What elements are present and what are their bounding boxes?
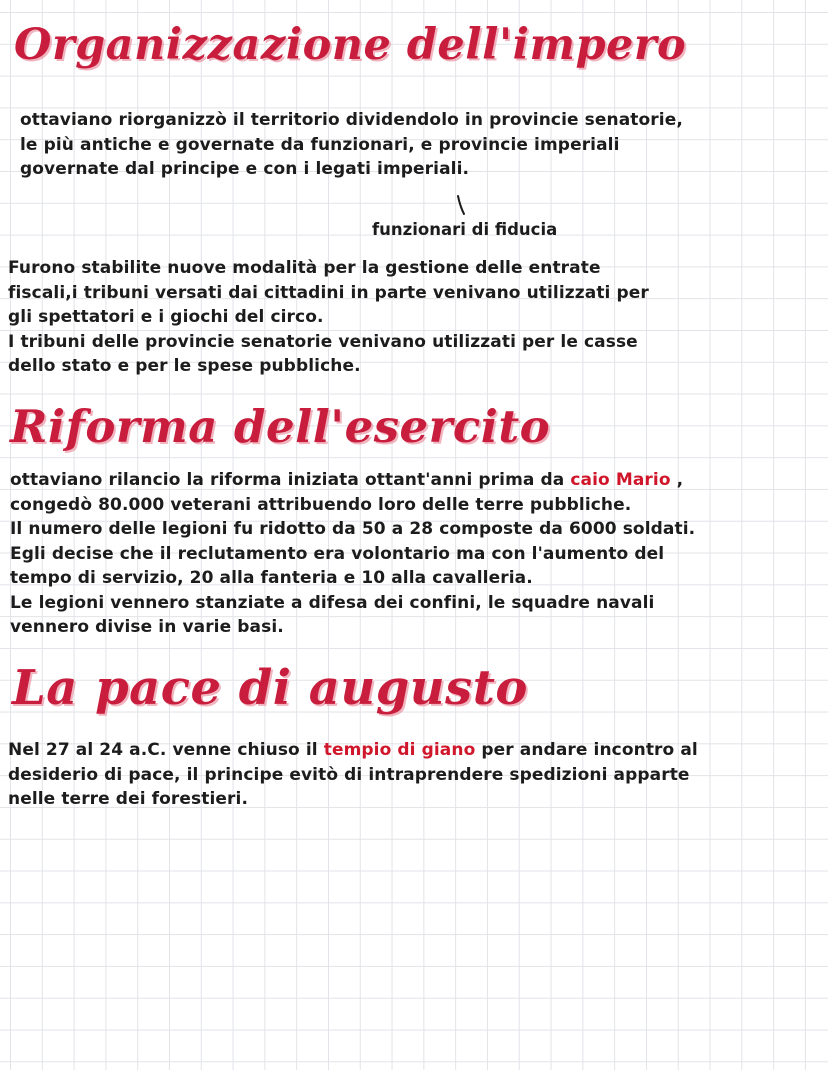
text-line: ottaviano riorganizzò il territorio dividendolo in provincie senatorie, xyxy=(20,110,683,130)
annotation-funzionari: funzionari di fiducia xyxy=(372,220,558,239)
text-line: gli spettatori e i giochi del circo. xyxy=(8,307,324,327)
highlight-caio-mario: caio Mario xyxy=(570,470,671,490)
text-segment: , xyxy=(670,470,684,490)
text-line: Furono stabilite nuove modalità per la gestione delle entrate xyxy=(8,258,601,278)
text-line: dello stato e per le spese pubbliche. xyxy=(8,356,361,376)
text-line: Il numero delle legioni fu ridotto da 50 a 28 composte da 6000 soldati. xyxy=(10,519,696,539)
paragraph-pace-augusto xyxy=(8,738,698,812)
text-line: Egli decise che il reclutamento era volontario ma con l'aumento del xyxy=(10,543,665,564)
text-segment: per andare incontro al xyxy=(475,740,698,760)
text-line: tempo di servizio, 20 alla fanteria e 10 alla cavalleria. xyxy=(10,568,533,588)
text-line xyxy=(10,468,695,493)
text-line: vennero divise in varie basi. xyxy=(10,617,284,637)
section-title-pace-augusto: La pace di augusto xyxy=(12,660,528,716)
text-line: fiscali,i tribuni versati dai cittadini in parte venivano utilizzati per xyxy=(8,282,649,303)
text-segment: ottaviano rilancio la riforma iniziata ottant'anni prima da xyxy=(10,470,571,490)
text-line: governate dal principe e con i legati imperiali. xyxy=(20,159,470,179)
paragraph-province xyxy=(20,108,683,182)
paragraph-entrate-fiscali xyxy=(8,256,649,379)
text-line: congedò 80.000 veterani attribuendo loro delle terre pubbliche. xyxy=(10,494,632,515)
text-line xyxy=(8,738,698,763)
text-line: Le legioni vennero stanziate a difesa dei confini, le squadre navali xyxy=(10,592,655,613)
paragraph-riforma-esercito xyxy=(10,468,695,640)
text-line: I tribuni delle provincie senatorie venivano utilizzati per le casse xyxy=(8,331,638,352)
text-line: nelle terre dei forestieri. xyxy=(8,789,249,809)
annotation-pointer-line xyxy=(452,194,472,218)
section-title-organizzazione: Organizzazione dell'impero xyxy=(14,20,687,70)
text-line: desiderio di pace, il principe evitò di intraprendere spedizioni apparte xyxy=(8,764,690,785)
text-segment: Nel 27 al 24 a.C. venne chiuso il xyxy=(8,740,324,760)
section-title-riforma-esercito: Riforma dell'esercito xyxy=(10,400,551,453)
highlight-tempio-giano: tempio di giano xyxy=(323,740,476,760)
text-line: le più antiche e governate da funzionari, e provincie imperiali xyxy=(20,134,620,155)
